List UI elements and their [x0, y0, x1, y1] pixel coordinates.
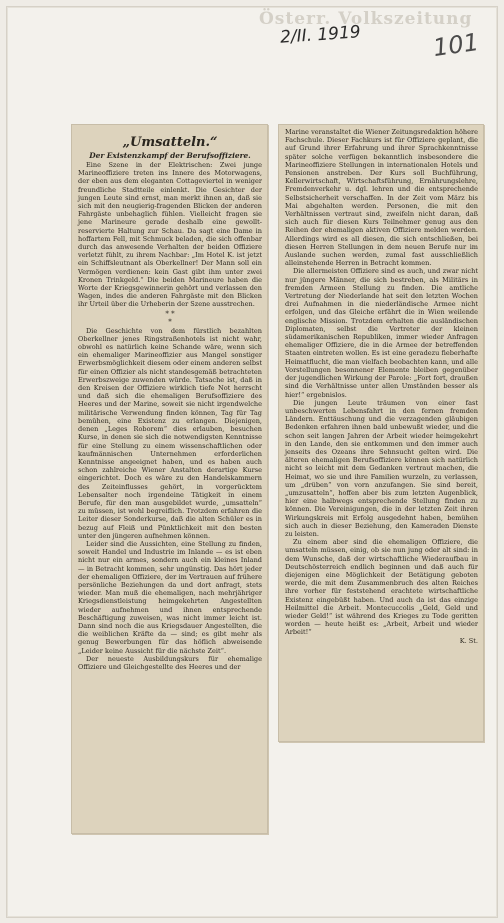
paragraph: Die allermeisten Offiziere sind es auch, und zwar nicht nur jüngere Männer, die sich bestreben, als Militärs in fremden Armeen Stellung zu finden. Die amtliche Vertretung der Niederlande hat seit den letzten Wochen drei Aufnahmen in die niederländische Armee nicht erfolgen, und das Gleiche erfährt die in Wien weilende englische Mission. Trotzdem erhalten die ausländischen Diplomaten, selbst die Vertreter der kleinen südamerikanischen Republiken, immer wieder Anfragen ehemaliger Offiziere, die in die Armee der betreffenden Staaten eintreten wollen. Es ist eine geradezu fieberhafte Heimatflucht, die man vielfach beobachten kann, und alle Vorstellungen besonnener Elemente bleiben gegenüber der jugendlichen Wirkung der Parole: „Fort fort, draußen sind die Verhältnisse unter allen Umständen besser als hier!“ ergebnislos. — [285, 267, 478, 399]
paragraph: Die Geschichte von dem fürstlich bezahlten Oberkellner jenes Ringstraßenhotels ist nicht wahr, obwohl es natürlich keine Schande wäre, wenn sich ein ehemaliger Marineoffizier aus Mangel sonstiger Erwerbsmöglichkeit diesem oder einem anderen selbst für einen Offizier als nicht standesgemäß betrachteten Erwerbszweige zuwenden würde. Tatsache ist, daß in den Kreisen der Offiziere wirklich tiefe Not herrscht und daß sich die ehemaligen Berufsoffiziere des Heeres und der Marine, soweit sie nicht irgendwelche militärische Verwendung finden können, Tag für Tag bemühen, eine Existenz zu erlangen. Diejenigen, denen „Leges Roborem“ dies erlauben, besuchen Kurse, in denen sie sich die notwendigsten Kenntnisse für eine Stellung zu einem wissenschaftlichen oder kaufmännischen Unternehmen erforderlichen Kenntnisse angeeignet haben, und es haben auch schon zahlreiche Wiener Anstalten derartige Kurse eingerichtet. Doch es wäre zu den Handelskammern des Zeiteinflusses gehört, in vorgerücktem Lebensalter noch irgendeine Tätigkeit in einem Berufe, für den man ausgebildet wurde, „umsatteln“ zu müssen, ist wohl begreiflich. Trotzdem erfahren die Leiter dieser Sonderkurse, daß die alten Schüler es in bezug auf Fleiß und Pünktlichkeit mit den besten unter den jüngeren aufnehmen können. — [78, 326, 262, 540]
paragraph: Der neueste Ausbildungskurs für ehemalige Offiziere und Gleichgestellte des Heeres und der — [78, 654, 262, 671]
paragraph: Die jungen Leute träumen von einer fast unbeschwerten Lebensfahrt in den fernen fremden Ländern. Enttäuschung und die verzagenden gläubigen Bedenken erfahren ihnen bald unbewußt wieder, und die schon seit langen Jahren der Arbeit wieder heimgekehrt in den Lande, den sie entkommen und den immer auch jenseits des Ozeans ihre Sehnsucht gelten wird. Die älteren ehemaligen Berufsoffiziere können sich natürlich nicht so leicht mit dem Gedanken vertraut machen, die Heimat, wo sie und ihre Familien wurzeln, zu verlassen, um „drüben“ von vorn anzufangen. Sie sind bereit, „umzusatteln“, hoffen aber bis zum letzten Augenblick, hier eine halbwegs entsprechende Stellung finden zu können. Die Vereinigungen, die in der letzten Zeit ihren Wirkungskreis mit Erfolg ausgedehnt haben, bemühen sich auch in dieser Beziehung, den Kameraden Dienste zu leisten. — [285, 398, 478, 538]
folio-number: 101 — [431, 27, 481, 63]
clipping-right-column — [278, 124, 484, 742]
paragraph: Leider sind die Aussichten, eine Stellung zu finden, soweit Handel und Industrie im Inlande — es ist eben nicht nur ein armes, sondern auch ein kleines Inland — in Betracht kommen, sehr ungünstig. Das hört jeder der ehemaligen Offiziere, der im Vertrauen auf frühere persönliche Beziehungen da und dort anfragt, stets wieder. Man muß die ehemaligen, nach mehrjähriger Kriegsdienstleistung heimgekehrten Angestellten wieder aufnehmen und ihnen entsprechende Beschäftigung zuweisen, was nicht immer leicht ist. Dann sind noch die aus Kriegsdauer Angestellten, die die weiblichen Kräfte da — sind; es gibt mehr als genug Bewerbungen für das höflich abweisende „Leider keine Aussicht für die nächste Zeit“. — [78, 539, 262, 655]
section-divider: * * * — [165, 309, 175, 326]
author-signature: K. St. — [459, 636, 478, 645]
paragraph: Marine veranstaltet die Wiener Zeitungsredaktion höhere Fachschule. Dieser Fachkurs ist für Offiziere geplant, die auf Grund ihrer Erfahrung und ihrer Sprachkenntnisse später solche verfügen bekanntlich insbesondere die Marineoffiziere Stellungen in internationalen Hotels und Pensionen anstreben. Der Kurs soll Buchführung, Kellerwirtschaft, Wirtschaftsführung, Ernährungslehre, Fremdenverkehr u. dgl. lehren und die entsprechende Selbstsicherheit verschaffen. In der Zeit vom März bis Mai abgehalten werden. Personen, die mit den Verhältnissen vertraut sind, zweifeln nicht daran, daß sich auch für diesen Kurs Teilnehmer genug aus den Reihen der ehemaligen aktiven Offiziere melden werden. Allerdings wird es all diesen, die sich entschließen, bei diesen Herren Stellungen in dem neuen Berufe nur im Auslande suchen werden, zumal fast ausschließlich alleinstehende Herren in Betracht kommen. — [285, 128, 478, 268]
clipping-left-column — [71, 124, 268, 834]
article-title: „Umsatteln.“ — [122, 135, 218, 150]
handwritten-date: 2/II. 1919 — [279, 22, 362, 48]
newspaper-masthead: Österr. Volkszeitung — [259, 9, 473, 29]
article-subtitle: Der Existenzkampf der Berufsoffiziere. — [89, 151, 251, 160]
paragraph: Zu einem aber sind die ehemaligen Offiziere, die umsatteln müssen, einig, ob sie nun jung oder alt sind: in dem Wunsche, daß der wirtschaftliche Wiederaufbau in Deutschösterreich endlich beginnen und daß auch für diejenigen eine Möglichkeit der Betätigung geboten werde, die mit dem Zusammenbruch des alten Reiches ihre vorher für feststehend erachtete wirtschaftliche Existenz eingebüßt haben. Und auch da ist das einzige Heilmittel die Arbeit. Montecuccolis „Geld, Geld und wieder Geld!“ ist während des Krieges zu Tode geritten worden — heute heißt es: „Arbeit, Arbeit und wieder Arbeit!“ — [285, 538, 478, 637]
paragraph: Eine Szene in der Elektrischen: Zwei junge Marineoffiziere treten ins Innere des Motorwagens, der eben aus dem eleganten Cottageviertel in weniger freundliche Stadtteile einlenkt. Die Gesichter der jungen Leute sind ernst, man merkt ihnen an, daß sie sich mit den neugierig-fragenden Blicken der anderen Fahrgäste unbehaglich fühlen. Vielleicht fragen sie jene Marineure gerade deshalb eine gewollt-reservierte Haltung zur Schau. Da sagt eine Dame in hoffartem Fell, mit Schmuck beladen, die sich offenbar durch das anwesende Verhalten der beiden Offiziere verletzt fühlt, zu ihrem Nachbar: „Im Hotel K. ist jetzt ein Schiffsleutnant als Oberkellner! Der Mann soll ein Vermögen verdienen: kein Gast gibt ihm unter zwei Kronen Trinkgeld.“ Die beiden Marineure haben die Worte der Kriegsgewinnerin gehört und verlassen den Wagen, indes die anderen Fahrgäste mit den Blicken ihr Urteil über die Urheberin der Szene ausstrechen. — [78, 161, 262, 309]
archive-sheet — [6, 6, 498, 918]
